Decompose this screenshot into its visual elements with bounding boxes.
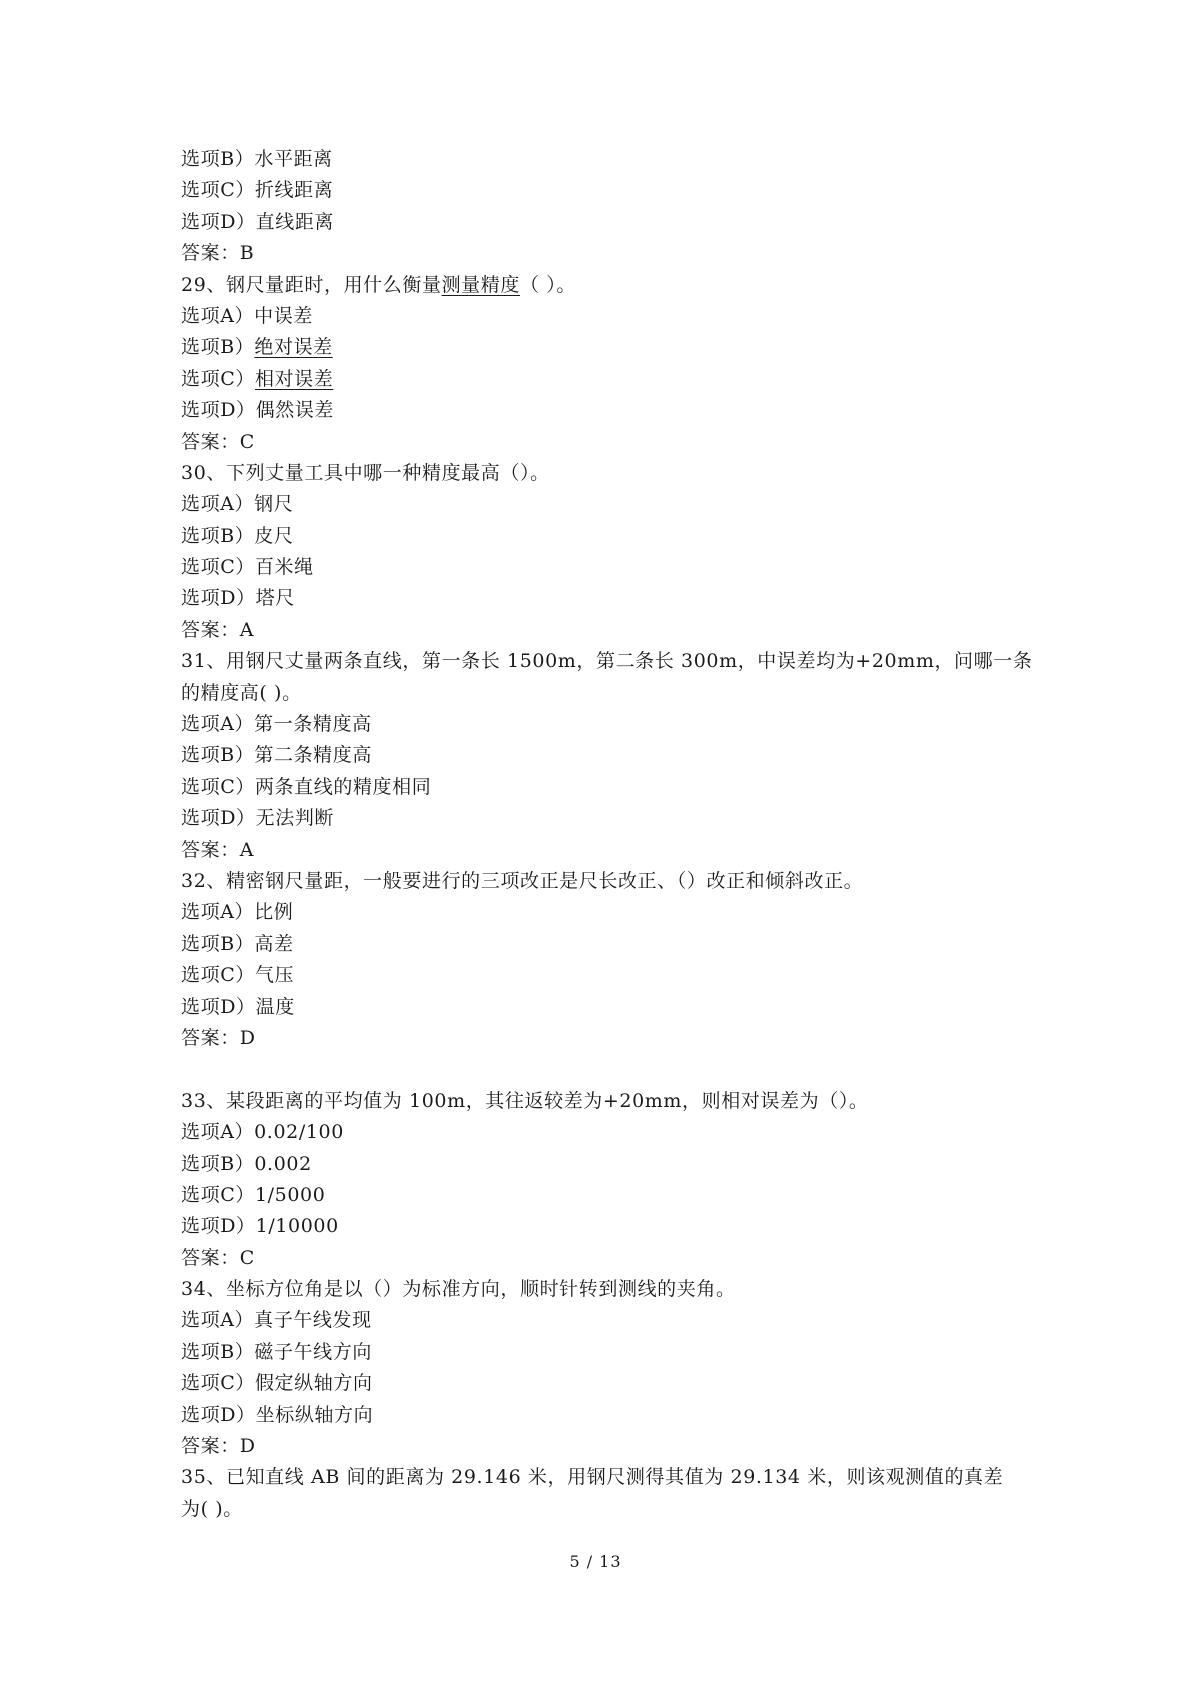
text-segment: （ ）。 xyxy=(519,273,576,296)
option-line xyxy=(181,1305,1021,1336)
text-segment: 29、钢尺量距时，用什么衡量 xyxy=(181,273,442,296)
option-line xyxy=(181,929,1021,960)
option-line xyxy=(181,803,1021,834)
text-segment: 选项A）真子午线发现 xyxy=(181,1309,372,1332)
question-line xyxy=(181,458,1021,489)
text-segment: 答案：D xyxy=(181,1026,256,1049)
text-segment: 的精度高( )。 xyxy=(181,681,302,704)
question-line xyxy=(181,1494,1021,1525)
option-line xyxy=(181,709,1021,740)
text-segment: 选项B）高差 xyxy=(181,932,294,955)
option-line xyxy=(181,1117,1021,1148)
option-line xyxy=(181,332,1021,363)
text-segment: 选项A）钢尺 xyxy=(181,493,294,516)
question-line xyxy=(181,678,1021,709)
option-line xyxy=(181,521,1021,552)
answer-line xyxy=(181,427,1021,458)
text-segment: 选项C）1/5000 xyxy=(181,1183,326,1206)
answer-line xyxy=(181,1023,1021,1054)
question-line xyxy=(181,1462,1021,1493)
option-line xyxy=(181,552,1021,583)
option-line xyxy=(181,1211,1021,1242)
text-segment: 选项C）百米绳 xyxy=(181,556,314,579)
option-line xyxy=(181,1400,1021,1431)
text-segment: 选项C）气压 xyxy=(181,964,295,987)
text-segment: 33、某段距离的平均值为 100m，其往返较差为+20mm，则相对误差为（）。 xyxy=(181,1089,869,1112)
underlined-term: 测量精度 xyxy=(441,273,520,296)
text-segment: 选项D）无法判断 xyxy=(181,807,335,830)
text-segment: 答案：D xyxy=(181,1435,256,1458)
text-segment: 31、用钢尺丈量两条直线，第一条长 1500m，第二条长 300m，中误差均为+20mm，问哪一条 xyxy=(181,650,1033,673)
document-body xyxy=(181,144,1033,1525)
text-segment: 选项A）0.02/100 xyxy=(181,1121,344,1144)
answer-line xyxy=(181,615,1021,646)
text-segment: 32、精密钢尺量距，一般要进行的三项改正是尺长改正、（）改正和倾斜改正。 xyxy=(181,869,864,892)
text-segment: 答案：C xyxy=(181,430,255,453)
text-segment: 为( )。 xyxy=(181,1497,243,1520)
option-line xyxy=(181,772,1021,803)
answer-line xyxy=(181,238,1021,269)
option-line xyxy=(181,175,1021,206)
option-line xyxy=(181,1337,1021,1368)
option-line xyxy=(181,897,1021,928)
text-segment: 选项D）偶然误差 xyxy=(181,399,335,422)
text-segment: 选项D）直线距离 xyxy=(181,210,335,233)
text-segment: 选项D）坐标纵轴方向 xyxy=(181,1403,374,1426)
underlined-term: 相对误差 xyxy=(254,367,334,390)
option-line xyxy=(181,144,1021,175)
text-segment: 选项C）折线距离 xyxy=(181,179,334,202)
answer-line xyxy=(181,1243,1021,1274)
option-line xyxy=(181,1149,1021,1180)
text-segment: 选项D）温度 xyxy=(181,995,295,1018)
text-segment: 34、坐标方位角是以（）为标准方向，顺时针转到测线的夹角。 xyxy=(181,1278,736,1301)
text-segment: 选项A）中误差 xyxy=(181,304,313,327)
answer-line xyxy=(181,835,1021,866)
text-segment: 选项B）磁子午线方向 xyxy=(181,1340,372,1363)
question-line xyxy=(181,1274,1021,1305)
text-segment: 答案：A xyxy=(181,838,255,861)
text-segment: 选项B）第二条精度高 xyxy=(181,744,372,767)
blank-line xyxy=(181,1054,1021,1085)
option-line xyxy=(181,364,1021,395)
text-segment: 选项B）皮尺 xyxy=(181,524,294,547)
text-segment: 选项B） xyxy=(181,336,255,359)
text-segment: 答案：C xyxy=(181,1246,255,1269)
option-line xyxy=(181,207,1021,238)
option-line xyxy=(181,1180,1021,1211)
question-line xyxy=(181,646,1033,677)
text-segment: 选项B）0.002 xyxy=(181,1152,312,1175)
option-line xyxy=(181,960,1021,991)
underlined-term: 绝对误差 xyxy=(254,336,333,359)
text-segment: 选项A）第一条精度高 xyxy=(181,713,372,736)
text-segment: 选项C）假定纵轴方向 xyxy=(181,1372,373,1395)
text-segment: 选项D）1/10000 xyxy=(181,1215,339,1238)
option-line xyxy=(181,583,1021,614)
question-line xyxy=(181,1086,1021,1117)
option-line xyxy=(181,1368,1021,1399)
question-line xyxy=(181,270,1021,301)
answer-line xyxy=(181,1431,1021,1462)
option-line xyxy=(181,301,1021,332)
option-line xyxy=(181,740,1021,771)
text-segment: 选项A）比例 xyxy=(181,901,294,924)
text-segment: 选项C）两条直线的精度相同 xyxy=(181,775,432,798)
question-line xyxy=(181,866,1021,897)
option-line xyxy=(181,395,1021,426)
text-segment: 答案：A xyxy=(181,618,255,641)
text-segment: 选项C） xyxy=(181,367,255,390)
text-segment: 30、下列丈量工具中哪一种精度最高（）。 xyxy=(181,461,550,484)
text-segment: 答案：B xyxy=(181,242,255,265)
page-number: 5 / 13 xyxy=(569,1552,622,1571)
option-line xyxy=(181,992,1021,1023)
text-segment: 选项B）水平距离 xyxy=(181,148,333,170)
option-line xyxy=(181,489,1021,520)
text-segment: 选项D）塔尺 xyxy=(181,587,295,610)
text-segment: 35、已知直线 AB 间的距离为 29.146 米，用钢尺测得其值为 29.134 米，则该观测值的真差 xyxy=(181,1466,1004,1489)
